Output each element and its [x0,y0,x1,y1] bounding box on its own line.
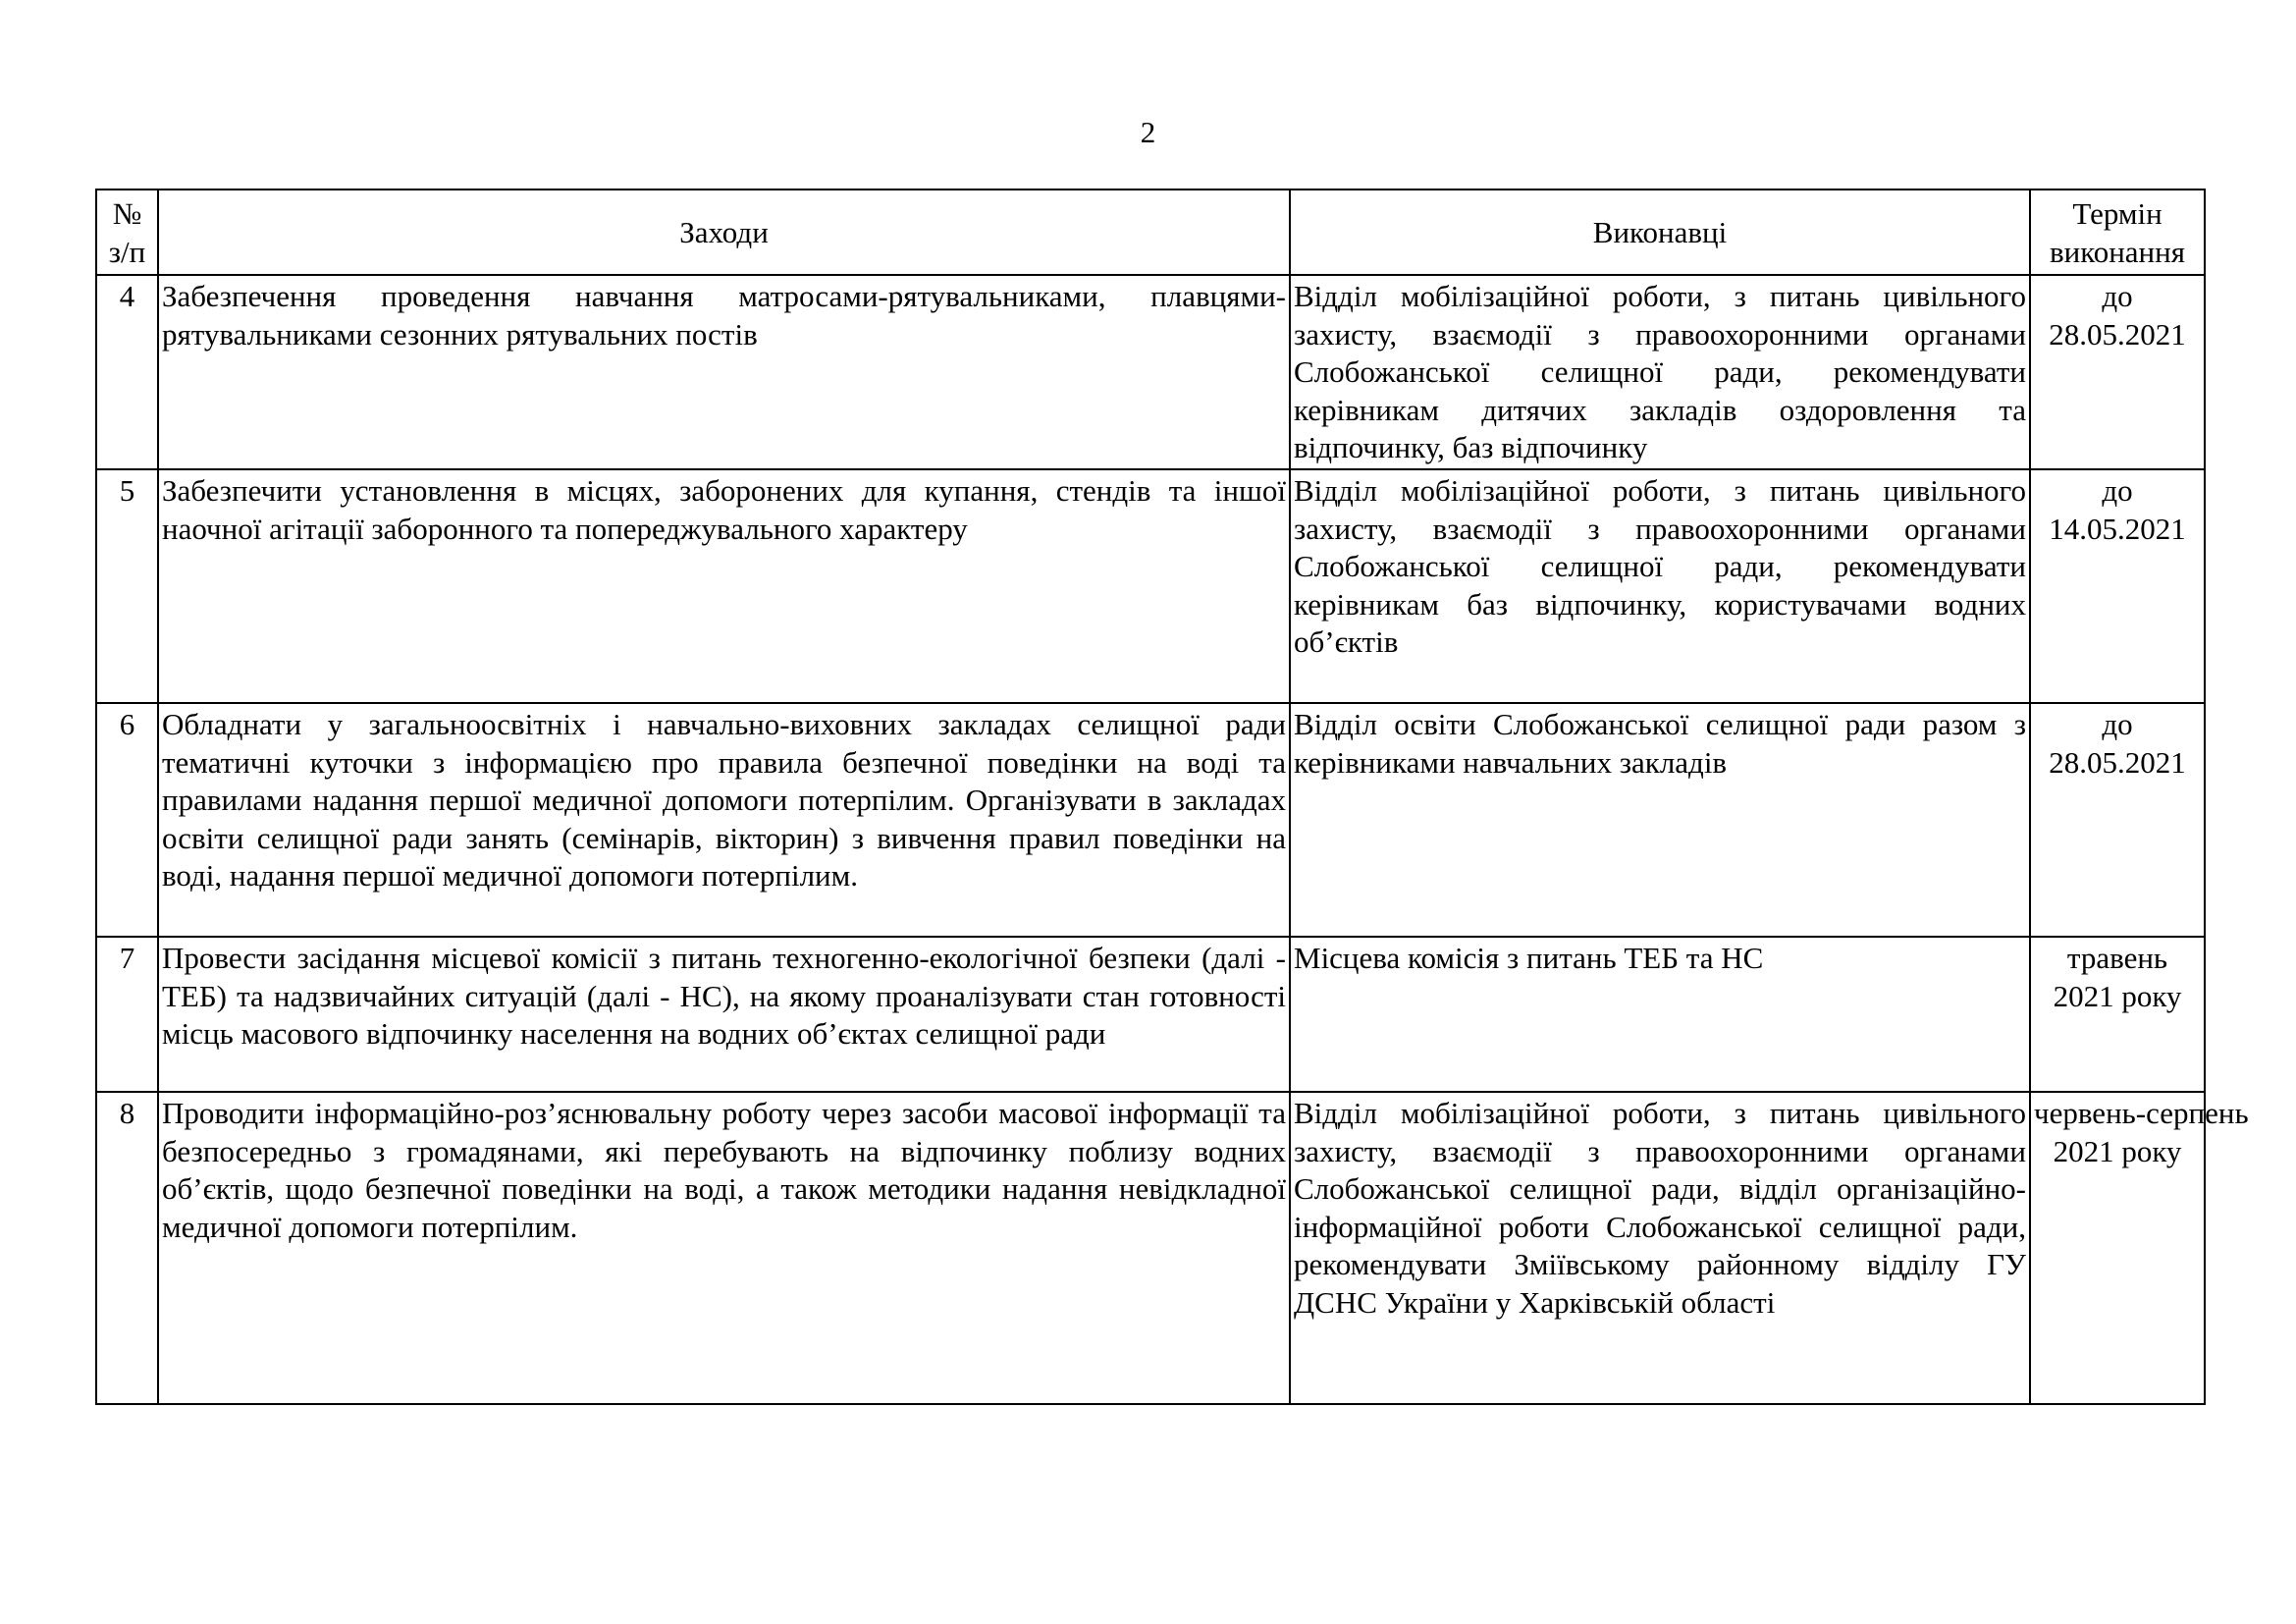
row-deadline [2030,469,2205,703]
row-measure: Обладнати у загальноосвітніх і навчально-виховних закладах селищної ради тематичні куточки з інформацією про правила безпечної поведінки на воді та правилами надання першої медичної допомоги потерпілим. Організувати в закладах освіти селищної ради занять (семінарів, вікторин) з вивчення правил поведінки на воді, надання першої медичної допомоги потерпілим. [158,703,1290,937]
deadline-date: 2021 року [2053,978,2182,1013]
row-deadline [2030,937,2205,1092]
row-executors: Місцева комісія з питань ТЕБ та НС [1290,937,2030,1092]
table-row [96,703,2205,937]
row-executors: Відділ мобілізаційної роботи, з питань цивільного захисту, взаємодії з правоохоронними органами Слобожанської селищної ради, рекомендувати керівникам дитячих закладів оздоровлення та відпочинку, баз відпочинку [1290,275,2030,469]
row-executors: Відділ мобілізаційної роботи, з питань цивільного захисту, взаємодії з правоохоронними органами Слобожанської селищної ради, рекомендувати керівникам баз відпочинку, користувачами водних об’єктів [1290,469,2030,703]
row-deadline [2030,1092,2249,1404]
row-executors: Відділ мобілізаційної роботи, з питань цивільного захисту, взаємодії з правоохоронними органами Слобожанської селищної ради, відділ організаційно-інформаційної роботи Слобожанської селищної ради, рекомендувати Зміївському районному відділу ГУ ДСНС України у Харківській області [1290,1092,2030,1404]
table-row [96,469,2205,703]
row-measure: Провести засідання місцевої комісії з питань техногенно-екологічної безпеки (далі - ТЕБ) та надзвичайних ситуацій (далі - НС), на якому проаналізувати стан готовності місць масового відпочинку населення на водних об’єктах селищної ради [158,937,1290,1092]
measures-table [95,189,2249,1405]
row-number: 8 [96,1092,158,1404]
row-measure: Проводити інформаційно-роз’яснювальну роботу через засоби масової інформації та безпосередньо з громадянами, які перебувають на відпочинку поблизу водних об’єктів, щодо безпечної поведінки на воді, а також методики надання невідкладної медичної допомоги потерпілим. [158,1092,1290,1404]
row-measure: Забезпечити установлення в місцях, заборонених для купання, стендів та іншої наочної агітації заборонного та попереджувального характеру [158,469,1290,703]
table-header-row [96,189,2205,275]
row-number: 5 [96,469,158,703]
row-number: 7 [96,937,158,1092]
row-measure: Забезпечення проведення навчання матросами-рятувальниками, плавцями-рятувальниками сезонних рятувальних постів [158,275,1290,469]
header-executors: Виконавці [1290,189,2030,275]
table-row [96,1092,2205,1404]
row-deadline [2030,703,2205,937]
deadline-prefix: червень-серпень [2034,1096,2249,1130]
deadline-prefix: до [2102,279,2133,313]
deadline-prefix: до [2102,707,2133,741]
row-executors: Відділ освіти Слобожанської селищної ради разом з керівниками навчальних закладів [1290,703,2030,937]
deadline-date: 2021 року [2053,1133,2182,1168]
deadline-date: 14.05.2021 [2049,511,2186,546]
row-deadline [2030,275,2205,469]
row-number: 6 [96,703,158,937]
page-number: 2 [1140,115,1156,149]
deadline-prefix: до [2102,473,2133,508]
header-measures: Заходи [158,189,1290,275]
header-deadline: Термін виконання [2030,189,2205,275]
header-number: № з/п [96,189,158,275]
deadline-date: 28.05.2021 [2049,316,2186,352]
deadline-date: 28.05.2021 [2049,744,2186,780]
table-row [96,937,2205,1092]
table-row [96,275,2205,469]
deadline-prefix: травень [2066,941,2168,975]
row-number: 4 [96,275,158,469]
